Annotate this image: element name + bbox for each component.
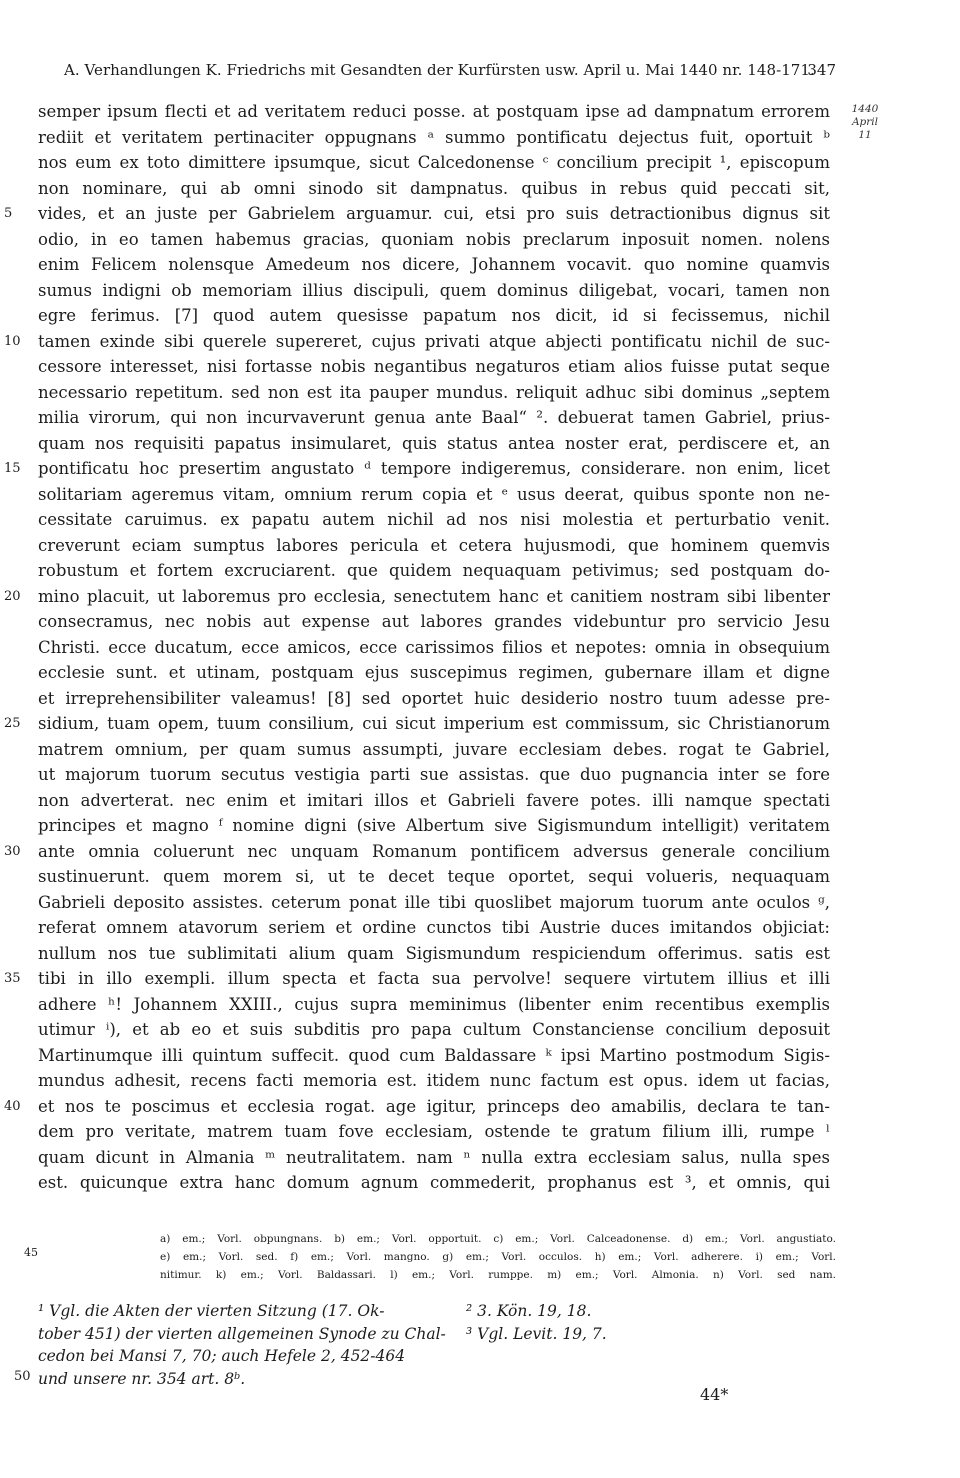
- line-number: 25: [4, 716, 21, 731]
- footnote-line-number: 50: [14, 1369, 31, 1384]
- text-line: [4, 201, 830, 227]
- apparatus-line: a) em.; Vorl. obpungnans. b) em.; Vorl. opportuit. c) em.; Vorl. Calceadonense. d) em.; Vorl. angustiato.: [160, 1233, 836, 1245]
- margin-month: April 11: [851, 116, 879, 141]
- line-text: Christi. ecce ducatum, ecce amicos, ecce carissimos filios et nepotes: omnia in obsequium: [38, 637, 830, 657]
- line-number: 20: [4, 588, 21, 604]
- line-text: solitariam ageremus vitam, omnium rerum copia et ᵉ usus deerat, quibus sponte non ne-: [38, 484, 830, 504]
- text-line: [4, 711, 830, 737]
- line-text: matrem omnium, per quam sumus assumpti, juvare ecclesiam debes. rogat te Gabriel,: [38, 739, 830, 759]
- text-line: [38, 1017, 830, 1043]
- line-text: mino placuit, ut laboremus pro ecclesia, senectutem hanc et canitiem nostram sibi libenter: [38, 586, 830, 606]
- text-line: [4, 584, 830, 610]
- line-text: utimur ⁱ), et ab eo et suis subditis pro papa cultum Constanciense concilium deposuit: [38, 1020, 830, 1039]
- text-line: [38, 431, 830, 457]
- text-line: [38, 303, 830, 329]
- critical-apparatus: [160, 1230, 836, 1284]
- line-text: dem pro veritate, matrem tuam fove ecclesiam, ostende te gratum filium illi, rumpe ˡ: [38, 1122, 830, 1141]
- line-text: non nominare, qui ab omni sinodo sit dampnatus. quibus in rebus quid peccati sit,: [38, 178, 830, 198]
- text-line: [38, 482, 830, 508]
- line-text: referat omnem atavorum seriem et ordine cunctos tibi Austrie duces imitandos objiciat:: [38, 918, 830, 937]
- apparatus-line: nitimur. k) em.; Vorl. Baldassari. l) em.; Vorl. rumppe. m) em.; Vorl. Almonia. n) Vorl. sed nam.: [160, 1269, 836, 1281]
- line-text: ante omnia coluerunt nec unquam Romanum pontificem adversus generale concilium: [38, 841, 830, 861]
- signature-mark: 44*: [700, 1385, 729, 1404]
- text-line: [38, 890, 830, 916]
- line-text: quam dicunt in Almania ᵐ neutralitatem. nam ⁿ nulla extra ecclesiam salus, nulla spes: [38, 1147, 830, 1167]
- line-number: 10: [4, 333, 21, 349]
- text-line: [4, 456, 830, 482]
- line-text: ecclesie sunt. et utinam, postquam ejus suscepimus regimen, gubernare illam et digne: [38, 663, 830, 682]
- line-text: rediit et veritatem pertinaciter oppugnans ᵃ summo pontificatu dejectus fuit, oportuit ᵇ: [38, 127, 830, 147]
- text-line: [38, 125, 830, 151]
- text-line: [38, 992, 830, 1018]
- text-line: [38, 380, 830, 406]
- line-text: sumus indigni ob memoriam illius discipuli, quem dominus diligebat, vocari, tamen non: [38, 280, 830, 300]
- line-number: 40: [4, 1098, 21, 1114]
- text-line: [38, 941, 830, 967]
- text-line: [38, 813, 830, 839]
- text-line: [38, 252, 830, 278]
- footnote-line: und unsere nr. 354 art. 8ᵇ.: [38, 1369, 246, 1388]
- text-line: [38, 609, 830, 635]
- line-text: sustinuerunt. quem morem si, ut te decet teque oportet, sequi volueris, nequaquam: [38, 867, 830, 886]
- footnotes-left: [38, 1300, 446, 1390]
- text-line: [38, 1119, 830, 1145]
- text-line: [38, 737, 830, 763]
- line-text: tibi in illo exempli. illum specta et facta sua pervolve! sequere virtutem illius et illi: [38, 969, 830, 988]
- margin-date: [845, 103, 885, 142]
- line-number: 35: [4, 971, 21, 986]
- running-title: A. Verhandlungen K. Friedrichs mit Gesandten der Kurfürsten usw. April u. Mai 1440 nr. 148-171.: [64, 61, 815, 79]
- line-text: principes et magno ᶠ nomine digni (sive Albertum sive Sigismundum intelligit) veritatem: [38, 816, 830, 835]
- line-text: vides, et an juste per Gabrielem arguamur. cui, etsi pro suis detractionibus dignus sit: [38, 204, 830, 223]
- line-text: pontificatu hoc presertim angustato ᵈ tempore indigeremus, considerare. non enim, licet: [38, 459, 830, 478]
- line-number: 30: [4, 843, 21, 859]
- footnote-line: ³ Vgl. Levit. 19, 7.: [466, 1324, 607, 1343]
- text-line: [38, 1068, 830, 1094]
- footnote-line: tober 451) der vierten allgemeinen Synode zu Chal-: [38, 1324, 446, 1343]
- running-header: [64, 61, 836, 83]
- line-text: Gabrieli deposito assistes. ceterum ponat ille tibi quoslibet majorum tuorum ante oculos ᵍ,: [38, 892, 830, 912]
- line-text: odio, in eo tamen habemus gracias, quoniam nobis preclarum inposuit nomen. nolens: [38, 229, 830, 249]
- text-line: [38, 507, 830, 533]
- text-line: [38, 99, 830, 125]
- line-text: quam nos requisiti papatus insimularet, quis status antea noster erat, perdiscere et, an: [38, 433, 830, 453]
- text-line: [38, 405, 830, 431]
- text-line: [38, 762, 830, 788]
- footnotes-right: [466, 1300, 766, 1345]
- text-line: [38, 1043, 830, 1069]
- line-text: adhere ʰ! Johannem XXIII., cujus supra meminimus (libenter enim recentibus exemplis: [38, 994, 830, 1014]
- text-line: [38, 1145, 830, 1171]
- text-line: [38, 1170, 830, 1196]
- text-line: [38, 558, 830, 584]
- line-text: ut majorum tuorum secutus vestigia parti sue assistas. que duo pugnancia inter se fore: [38, 765, 830, 784]
- text-line: [38, 864, 830, 890]
- text-line: [38, 354, 830, 380]
- line-text: mundus adhesit, recens facti memoria est. itidem nunc factum est opus. idem ut facias,: [38, 1071, 830, 1090]
- line-text: nos eum ex toto dimittere ipsumque, sicut Calcedonense ᶜ concilium precipit ¹, episcopum: [38, 153, 830, 172]
- line-text: creverunt eciam sumptus labores pericula et cetera hujusmodi, que hominem quemvis: [38, 535, 830, 555]
- line-text: semper ipsum flecti et ad veritatem reduci posse. at postquam ipse ad dampnatum errorem: [38, 102, 830, 121]
- text-line: [38, 915, 830, 941]
- text-line: [38, 533, 830, 559]
- line-text: sidium, tuam opem, tuum consilium, cui sicut imperium est commissum, sic Christianorum: [38, 714, 830, 733]
- footnote-line: cedon bei Mansi 7, 70; auch Hefele 2, 452-464: [38, 1347, 406, 1365]
- text-line: [4, 966, 830, 992]
- line-text: enim Felicem nolensque Amedeum nos dicere, Johannem vocavit. quo nomine quamvis: [38, 255, 830, 274]
- text-line: [38, 635, 830, 661]
- text-line: [38, 227, 830, 253]
- line-text: robustum et fortem excruciarent. que quidem nequaquam petivimus; sed postquam do-: [38, 561, 830, 580]
- text-line: [4, 839, 830, 865]
- text-line: [38, 176, 830, 202]
- line-text: cessitate caruimus. ex papatu autem nichil ad nos nisi molestia et perturbatio venit.: [38, 510, 830, 529]
- text-line: [38, 686, 830, 712]
- line-text: nullum nos tue sublimitati alium quam Sigismundum respiciendum offerimus. satis est: [38, 943, 830, 963]
- text-line: [38, 150, 830, 176]
- line-text: egre ferimus. [7] quod autem quesisse papatum nos dicit, id si fecissemus, nichil: [38, 306, 830, 325]
- line-number: 15: [4, 461, 21, 476]
- text-line: [38, 788, 830, 814]
- apparatus-line: e) em.; Vorl. sed. f) em.; Vorl. mangno. g) em.; Vorl. occulos. h) em.; Vorl. adherere. i) em.; Vorl.: [160, 1251, 836, 1263]
- margin-year: 1440: [851, 103, 879, 115]
- line-text: milia virorum, qui non incurvaverunt genua ante Baal“ ². debuerat tamen Gabriel, prius-: [38, 408, 830, 427]
- text-line: [38, 660, 830, 686]
- line-text: necessario repetitum. sed non est ita pauper mundus. reliquit adhuc sibi dominus „septem: [38, 382, 830, 402]
- page-number: 347: [807, 61, 836, 79]
- line-text: et irreprehensibiliter valeamus! [8] sed oportet huic desiderio nostro tuum adesse pre-: [38, 688, 830, 708]
- line-text: cessore interesset, nisi fortasse nobis negantibus negaturos etiam alios fuisse putat seque: [38, 357, 830, 376]
- line-text: tamen exinde sibi querele supereret, cujus privati atque abjecti pontificatu nichil de suc-: [38, 331, 830, 351]
- line-number: 5: [4, 206, 13, 221]
- line-text: et nos te poscimus et ecclesia rogat. age igitur, princeps deo amabilis, declara te tan-: [38, 1096, 830, 1116]
- text-line: [4, 329, 830, 355]
- line-text: consecramus, nec nobis aut expense aut labores grandes videbuntur pro servicio Jesu: [38, 612, 830, 631]
- footnote-line: ² 3. Kön. 19, 18.: [466, 1302, 592, 1320]
- text-line: [38, 278, 830, 304]
- text-line: [4, 1094, 830, 1120]
- line-text: Martinumque illi quintum suffecit. quod cum Baldassare ᵏ ipsi Martino postmodum Sigis-: [38, 1045, 830, 1065]
- line-text: est. quicunque extra hanc domum agnum commederit, prophanus est ³, et omnis, qui: [38, 1173, 830, 1192]
- apparatus-line-number: 45: [24, 1246, 38, 1259]
- line-text: non adverterat. nec enim et imitari illos et Gabrieli favere potes. illi namque spectati: [38, 790, 830, 810]
- footnote-line: ¹ Vgl. die Akten der vierten Sitzung (17. Ok-: [38, 1302, 385, 1320]
- main-text: [4, 99, 830, 1196]
